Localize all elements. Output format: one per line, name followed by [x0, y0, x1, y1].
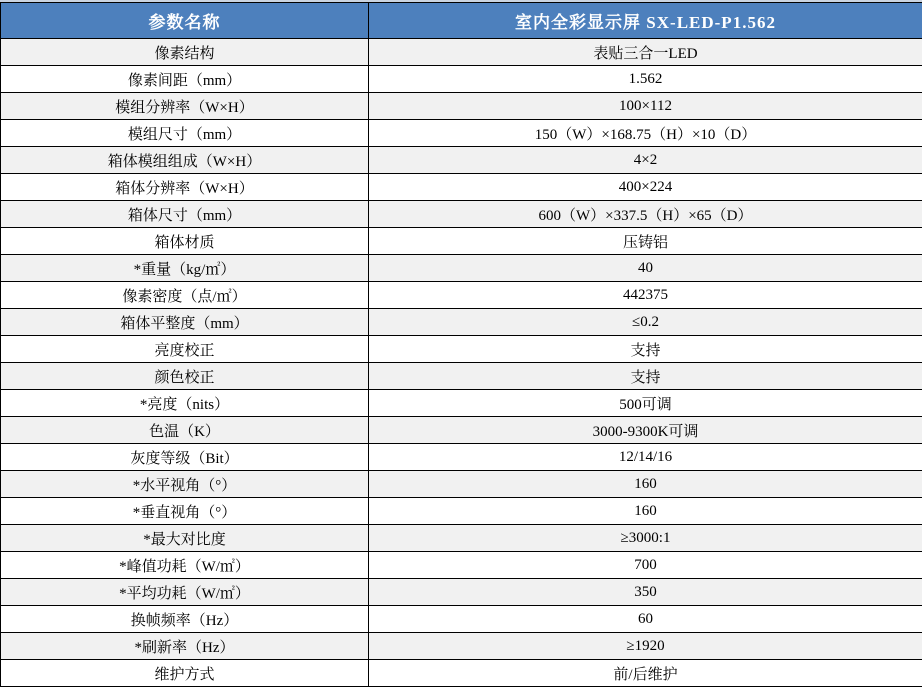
param-name-cell: 维护方式: [1, 660, 369, 687]
param-name-cell: 像素间距（mm）: [1, 66, 369, 93]
param-name-cell: 箱体平整度（mm）: [1, 309, 369, 336]
header-row: [1, 3, 922, 39]
param-name-cell: *最大对比度: [1, 525, 369, 552]
param-value-cell: 400×224: [369, 174, 922, 201]
table-row: [1, 660, 922, 687]
table-row: [1, 633, 922, 660]
param-name-cell: 灰度等级（Bit）: [1, 444, 369, 471]
param-name-cell: *平均功耗（W/㎡）: [1, 579, 369, 606]
product-title-header: 室内全彩显示屏 SX-LED-P1.562: [369, 3, 922, 39]
param-name-cell: 箱体材质: [1, 228, 369, 255]
param-value-cell: 160: [369, 498, 922, 525]
param-value-cell: 3000-9300K可调: [369, 417, 922, 444]
table-row: [1, 498, 922, 525]
param-value-cell: 600（W）×337.5（H）×65（D）: [369, 201, 922, 228]
table-row: [1, 525, 922, 552]
param-name-cell: 箱体分辨率（W×H）: [1, 174, 369, 201]
param-value-cell: 支持: [369, 363, 922, 390]
param-name-header: 参数名称: [1, 3, 369, 39]
table-row: [1, 66, 922, 93]
param-name-cell: *水平视角（°）: [1, 471, 369, 498]
table-row: [1, 228, 922, 255]
param-value-cell: 压铸铝: [369, 228, 922, 255]
param-name-cell: 换帧频率（Hz）: [1, 606, 369, 633]
param-value-cell: 12/14/16: [369, 444, 922, 471]
param-name-cell: 模组尺寸（mm）: [1, 120, 369, 147]
table-row: [1, 471, 922, 498]
spec-table-body: [1, 39, 922, 687]
param-value-cell: 1.562: [369, 66, 922, 93]
table-row: [1, 363, 922, 390]
param-name-cell: 箱体尺寸（mm）: [1, 201, 369, 228]
param-name-cell: *重量（kg/㎡）: [1, 255, 369, 282]
param-value-cell: 支持: [369, 336, 922, 363]
table-row: [1, 120, 922, 147]
table-row: [1, 552, 922, 579]
param-value-cell: 40: [369, 255, 922, 282]
param-name-cell: *亮度（nits）: [1, 390, 369, 417]
table-row: [1, 309, 922, 336]
table-row: [1, 606, 922, 633]
table-row: [1, 579, 922, 606]
table-row: [1, 201, 922, 228]
spec-table-header: [1, 3, 922, 39]
table-row: [1, 39, 922, 66]
param-name-cell: 像素密度（点/㎡）: [1, 282, 369, 309]
param-value-cell: 前/后维护: [369, 660, 922, 687]
param-value-cell: ≤0.2: [369, 309, 922, 336]
param-value-cell: 442375: [369, 282, 922, 309]
param-value-cell: 160: [369, 471, 922, 498]
param-value-cell: 表贴三合一LED: [369, 39, 922, 66]
table-row: [1, 417, 922, 444]
param-name-cell: 像素结构: [1, 39, 369, 66]
param-name-cell: 箱体模组组成（W×H）: [1, 147, 369, 174]
table-row: [1, 255, 922, 282]
param-value-cell: 350: [369, 579, 922, 606]
param-name-cell: *峰值功耗（W/㎡）: [1, 552, 369, 579]
param-name-cell: *垂直视角（°）: [1, 498, 369, 525]
param-name-cell: *刷新率（Hz）: [1, 633, 369, 660]
param-name-cell: 亮度校正: [1, 336, 369, 363]
table-row: [1, 444, 922, 471]
param-value-cell: 700: [369, 552, 922, 579]
param-value-cell: 60: [369, 606, 922, 633]
table-row: [1, 93, 922, 120]
param-value-cell: 150（W）×168.75（H）×10（D）: [369, 120, 922, 147]
table-row: [1, 282, 922, 309]
param-value-cell: 100×112: [369, 93, 922, 120]
param-value-cell: ≥3000:1: [369, 525, 922, 552]
table-row: [1, 174, 922, 201]
param-name-cell: 颜色校正: [1, 363, 369, 390]
param-name-cell: 模组分辨率（W×H）: [1, 93, 369, 120]
param-name-cell: 色温（K）: [1, 417, 369, 444]
spec-table: [0, 2, 922, 687]
param-value-cell: 500可调: [369, 390, 922, 417]
table-row: [1, 336, 922, 363]
table-row: [1, 147, 922, 174]
table-row: [1, 390, 922, 417]
param-value-cell: 4×2: [369, 147, 922, 174]
param-value-cell: ≥1920: [369, 633, 922, 660]
